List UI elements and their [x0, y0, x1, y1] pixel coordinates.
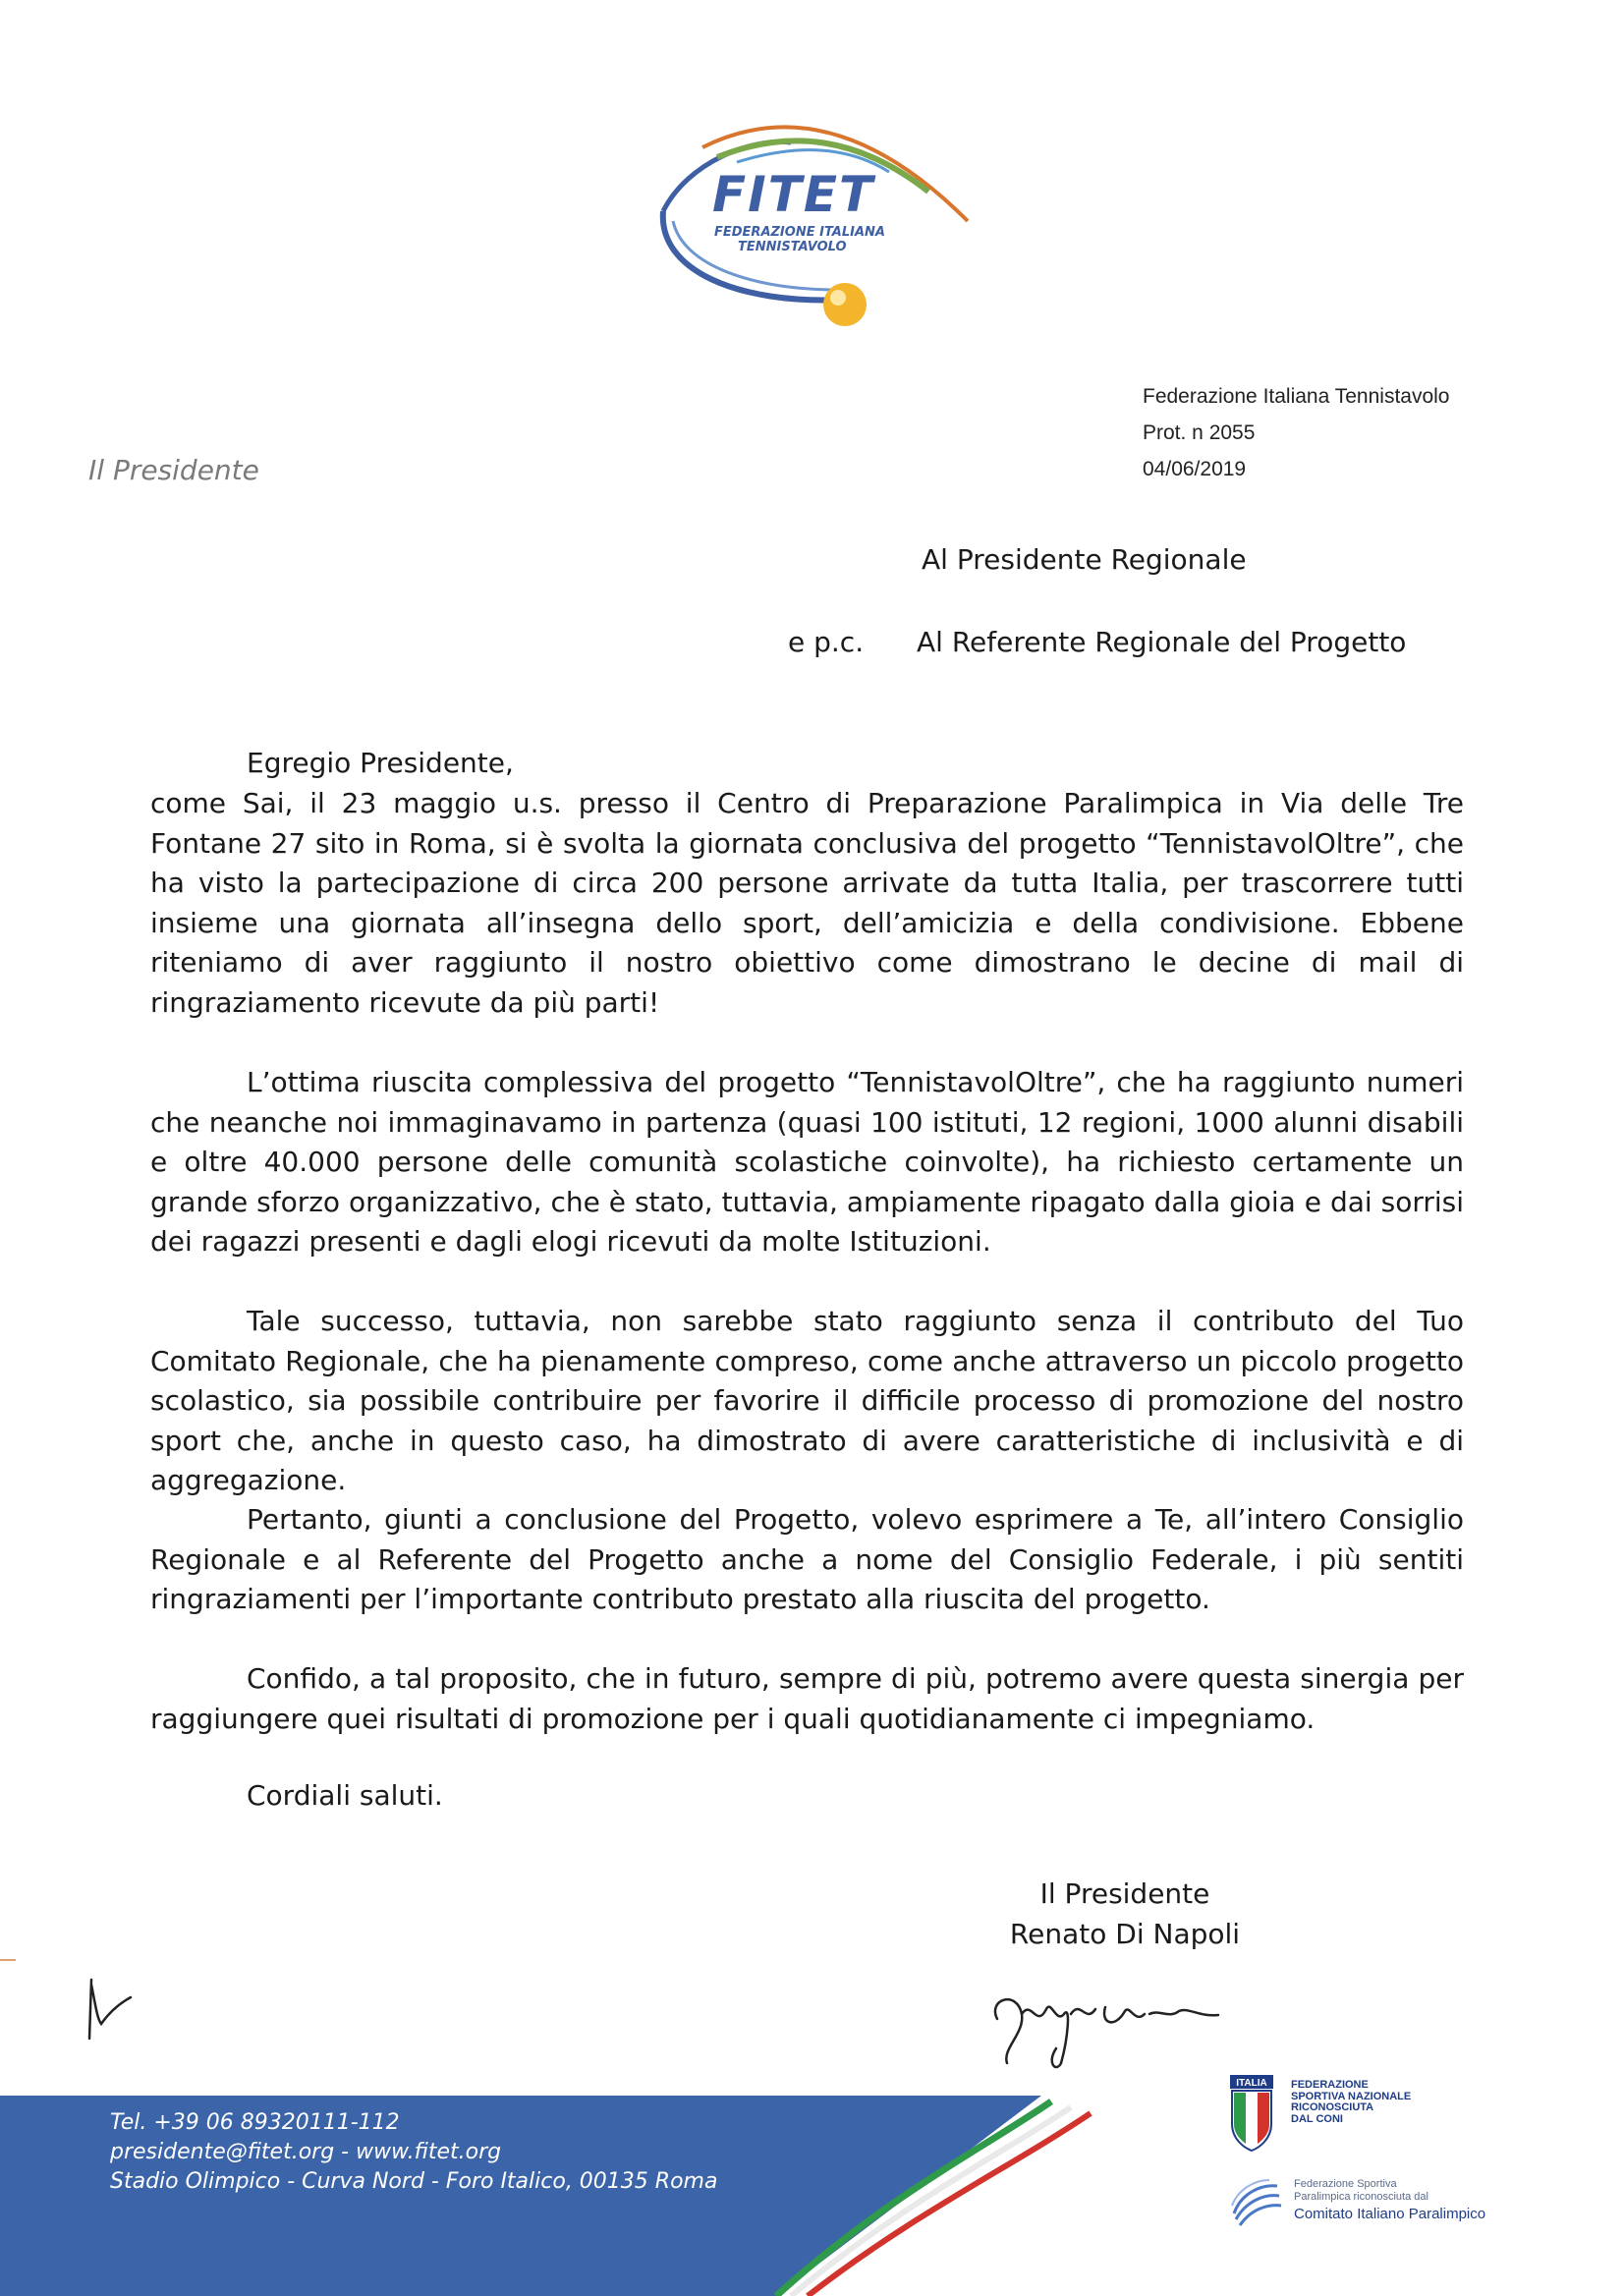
paragraph-4 — [150, 1500, 1464, 1620]
footer-contacts — [110, 2108, 717, 2197]
footer-tel: Tel. +39 06 89320111-112 — [110, 2110, 400, 2135]
coni-badge-text: ITALIA — [1236, 2078, 1267, 2089]
cip-line1: Federazione Sportiva — [1294, 2178, 1397, 2190]
fitet-logo — [644, 103, 978, 339]
signature-name: Renato Di Napoli — [1009, 1918, 1241, 1950]
cc-label: e p.c. — [788, 626, 865, 658]
salutation — [150, 744, 1464, 784]
paragraph-5 — [150, 1659, 1464, 1739]
cip-recognition — [1294, 2178, 1485, 2225]
paragraph-1 — [150, 784, 1464, 1023]
footer-address: Stadio Olimpico - Curva Nord - Foro Italico, 00135 Roma — [110, 2169, 718, 2194]
addressee-cc: Al Referente Regionale del Progetto — [917, 626, 1407, 658]
paragraph-5-text: Confido, a tal proposito, che in futuro, sempre di più, potremo avere questa sinergia per raggiungere quei risultati di promozione per i quali quotidianamente ci impegniamo. — [150, 1662, 1464, 1735]
closing: Cordiali saluti. — [247, 1779, 443, 1812]
paragraph-2 — [150, 1063, 1464, 1262]
handwritten-initials — [84, 1970, 172, 2048]
signature-title: Il Presidente — [1039, 1877, 1210, 1910]
margin-mark — [0, 1959, 16, 1961]
addressee-to: Al Presidente Regionale — [922, 543, 1247, 576]
paragraph-4-text: Pertanto, giunti a conclusione del Progetto, volevo esprimere a Te, all’intero Consiglio Regionale e al Referente del Progetto anche a nome del Consiglio Federale, i più sentiti ringraziamenti per l’importante contributo prestato alla riuscita del progetto. — [150, 1503, 1464, 1615]
cip-line2: Paralimpica riconosciuta dal — [1294, 2191, 1428, 2203]
paragraph-1-text: come Sai, il 23 maggio u.s. presso il Centro di Preparazione Paralimpica in Via delle Tre Fontane 27 sito in Roma, si è svolta la giornata conclusiva del progetto “TennistavolOltre”, che ha visto la partecipazione di circa 200 persone arrivate da tutta Italia, per trascorrere tutti insieme una giornata all’insegna dello sport, dell’amicizia e della condivisione. Ebbene riteniamo di aver raggiunto il nostro obiettivo come dimostrano le decine di mail di ringraziamento ricevute da più parti! — [150, 787, 1464, 1019]
coni-line2: SPORTIVA NAZIONALE — [1291, 2090, 1412, 2102]
coni-line4: DAL CONI — [1291, 2112, 1343, 2125]
handwritten-signature — [978, 1970, 1233, 2078]
paragraph-3 — [150, 1302, 1464, 1501]
letterhead-role: Il Presidente — [88, 454, 259, 486]
logo-line2: TENNISTAVOLO — [738, 240, 847, 254]
logo-name: FITET — [712, 166, 875, 223]
coni-shield-icon — [1230, 2075, 1273, 2152]
stamp-org: Federazione Italiana Tennistavolo — [1143, 385, 1450, 408]
logo-line1: FEDERAZIONE ITALIANA — [714, 225, 885, 240]
footer-email-web: presidente@fitet.org - www.fitet.org — [110, 2140, 502, 2164]
cip-logo-icon — [1226, 2174, 1283, 2231]
cip-line3: Comitato Italiano Paralimpico — [1294, 2206, 1486, 2222]
paragraph-2-text: L’ottima riuscita complessiva del progetto “TennistavolOltre”, che ha raggiunto numeri che neanche noi immaginavamo in partenza (quasi 100 istituti, 12 regioni, 1000 alunni disabili e oltre 40.000 persone delle comunità scolastiche coinvolte), ha richiesto certamente un grande sforzo organizzativo, che è stato, tuttavia, ampiamente ripagato dalla gioia e dai sorrisi dei ragazzi presenti e dagli elogi ricevuti da molte Istituzioni. — [150, 1066, 1464, 1258]
coni-line3: RICONOSCIUTA — [1291, 2101, 1374, 2113]
paragraph-3-text: Tale successo, tuttavia, non sarebbe stato raggiunto senza il contributo del Tuo Comitato Regionale, che ha pienamente compreso, come anche attraverso un piccolo progetto scolastico, sia possibile contribuire per favorire il difficile processo di promozione del nostro sport che, anche in questo caso, ha dimostrato di avere caratteristiche di inclusività e di aggregazione. — [150, 1305, 1464, 1496]
stamp-date: 04/06/2019 — [1143, 458, 1247, 480]
salutation-text: Egregio Presidente, — [247, 747, 514, 779]
signature-block — [992, 1874, 1258, 1954]
coni-recognition — [1291, 2080, 1411, 2125]
protocol-stamp — [1143, 378, 1450, 487]
coni-line1: FEDERAZIONE — [1291, 2079, 1369, 2091]
stamp-protocol: Prot. n 2055 — [1143, 421, 1256, 444]
